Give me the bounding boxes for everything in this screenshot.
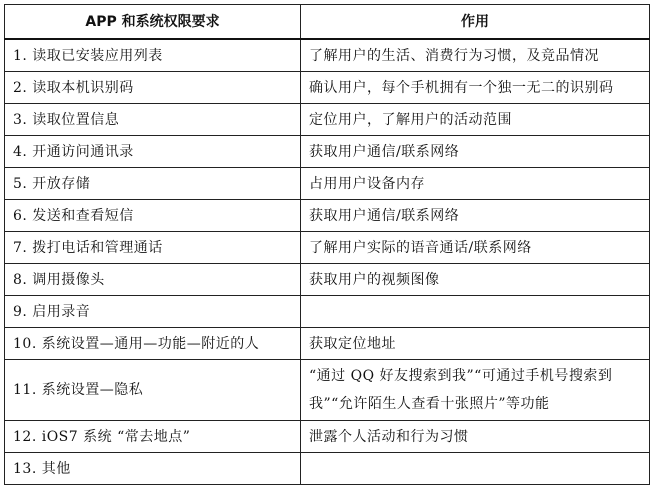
requirement-text: 3. 读取位置信息 [13, 111, 120, 128]
requirement-text: 4. 开通访问通讯录 [13, 143, 134, 160]
requirement-cell [5, 136, 301, 168]
requirement-cell [5, 264, 301, 296]
purpose-cell [301, 200, 650, 232]
requirement-text: 13. 其他 [13, 460, 71, 477]
header-row [5, 5, 650, 40]
requirement-text: 11. 系统设置—隐私 [13, 382, 144, 398]
requirement-cell [5, 72, 301, 104]
permissions-table [4, 4, 650, 485]
purpose-text: “通过 QQ 好友搜索到我”“可通过手机号搜索到我”“允许陌生人查看十张照片”等功能 [309, 368, 613, 412]
requirement-text: 9. 启用录音 [13, 303, 91, 320]
requirement-text: 5. 开放存储 [13, 175, 91, 192]
requirement-text: 6. 发送和查看短信 [13, 207, 134, 224]
table-row [5, 264, 650, 296]
table-row [5, 200, 650, 232]
purpose-text: 确认用户，每个手机拥有一个独一无二的识别码 [309, 79, 614, 96]
table-row [5, 232, 650, 264]
requirement-cell [5, 453, 301, 485]
purpose-cell [301, 72, 650, 104]
table-row [5, 104, 650, 136]
permissions-table-container [4, 4, 649, 485]
requirement-cell [5, 168, 301, 200]
purpose-text: 定位用户，了解用户的活动范围 [309, 111, 512, 128]
purpose-cell [301, 421, 650, 453]
requirement-text: 7. 拨打电话和管理通话 [13, 239, 163, 256]
purpose-cell [301, 104, 650, 136]
requirement-text: 12. iOS7 系统 “常去地点” [13, 428, 191, 445]
purpose-cell [301, 232, 650, 264]
purpose-cell [301, 453, 650, 485]
requirement-cell [5, 421, 301, 453]
purpose-text: 了解用户的生活、消费行为习惯，及竞品情况 [309, 47, 599, 64]
purpose-text: 占用用户设备内存 [309, 175, 425, 192]
purpose-text: 了解用户实际的语音通话/联系网络 [309, 239, 532, 256]
table-row [5, 328, 650, 360]
purpose-cell [301, 136, 650, 168]
header-requirement: APP 和系统权限要求 [5, 5, 301, 40]
requirement-text: 10. 系统设置—通用—功能—附近的人 [13, 335, 260, 352]
requirement-cell [5, 104, 301, 136]
requirement-text: 2. 读取本机识别码 [13, 79, 134, 96]
purpose-cell [301, 328, 650, 360]
purpose-cell [301, 360, 650, 421]
purpose-text: 获取用户通信/联系网络 [309, 207, 460, 224]
purpose-text: 获取用户通信/联系网络 [309, 143, 460, 160]
table-row [5, 72, 650, 104]
requirement-cell [5, 360, 301, 421]
purpose-text: 获取定位地址 [309, 335, 396, 352]
table-row [5, 136, 650, 168]
table-row [5, 453, 650, 485]
requirement-cell [5, 232, 301, 264]
purpose-cell [301, 296, 650, 328]
requirement-text: 8. 调用摄像头 [13, 271, 105, 288]
requirement-text: 1. 读取已安装应用列表 [13, 47, 163, 64]
header-purpose: 作用 [301, 5, 650, 40]
purpose-text: 获取用户的视频图像 [309, 271, 440, 288]
requirement-cell [5, 328, 301, 360]
table-row [5, 360, 650, 421]
requirement-cell [5, 296, 301, 328]
requirement-cell [5, 200, 301, 232]
table-row [5, 421, 650, 453]
requirement-cell [5, 39, 301, 72]
table-row [5, 296, 650, 328]
purpose-text: 泄露个人活动和行为习惯 [309, 428, 469, 445]
purpose-cell [301, 168, 650, 200]
purpose-cell [301, 264, 650, 296]
table-row [5, 168, 650, 200]
purpose-cell [301, 39, 650, 72]
table-row [5, 39, 650, 72]
